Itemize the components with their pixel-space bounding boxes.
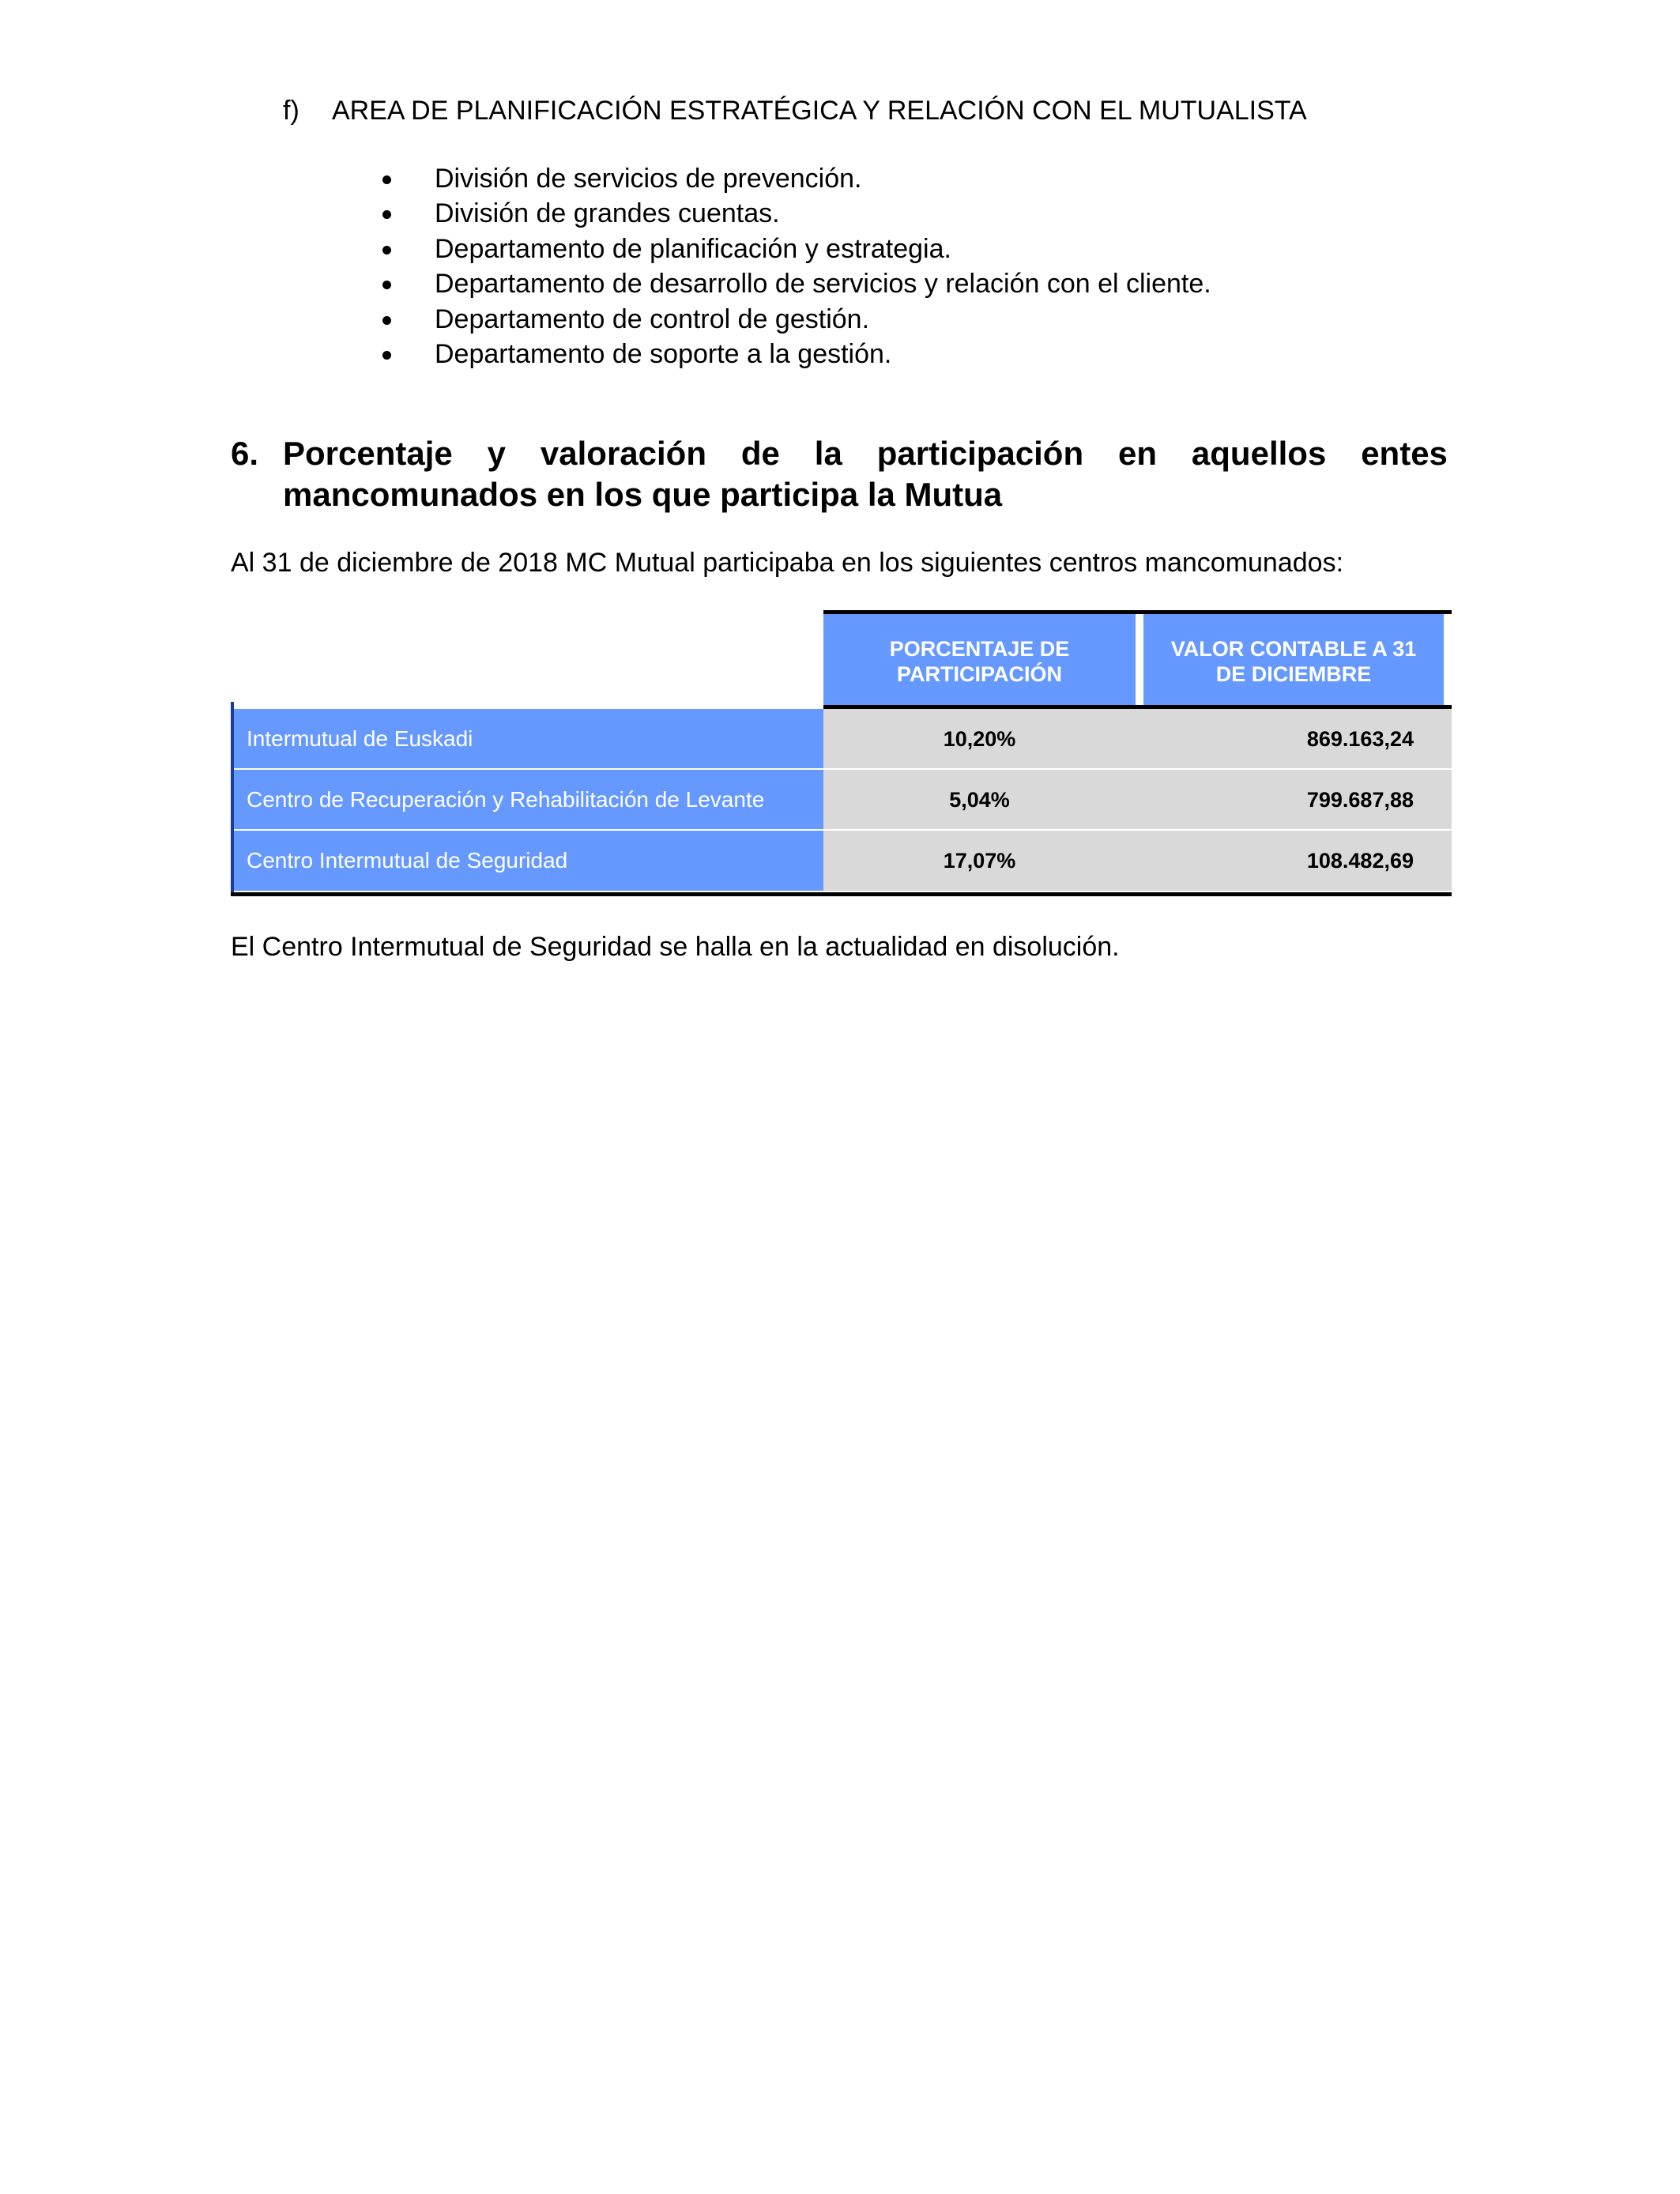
header-percentage-line1: PORCENTAJE DE bbox=[889, 637, 1070, 661]
bullet-icon bbox=[382, 175, 391, 184]
entity-name: Centro de Recuperación y Rehabilitación de Levante bbox=[231, 770, 823, 830]
entity-name: Centro Intermutual de Seguridad bbox=[231, 831, 823, 891]
heading-word: aquellos bbox=[1191, 435, 1327, 472]
heading-word: entes bbox=[1361, 435, 1448, 472]
participation-percentage: 10,20% bbox=[823, 709, 1136, 769]
list-item-text: Departamento de planificación y estrategia. bbox=[435, 233, 951, 264]
table-row bbox=[231, 831, 1452, 891]
list-item-text: División de servicios de prevención. bbox=[435, 164, 862, 194]
entity-name: Intermutual de Euskadi bbox=[231, 709, 823, 769]
bullet-icon bbox=[382, 351, 391, 360]
list-item bbox=[379, 266, 1211, 301]
table-left-rule bbox=[231, 702, 234, 896]
header-value bbox=[1143, 614, 1444, 709]
header-value-line1: VALOR CONTABLE A 31 bbox=[1170, 637, 1417, 661]
book-value: 869.163,24 bbox=[1136, 709, 1452, 769]
participation-percentage: 17,07% bbox=[823, 831, 1136, 891]
list-item bbox=[379, 337, 1211, 371]
section-f-heading bbox=[283, 93, 1307, 128]
table-row bbox=[231, 770, 1452, 830]
heading-word: la bbox=[814, 435, 842, 472]
bullet-icon bbox=[382, 281, 391, 289]
section-6-number: 6. bbox=[231, 435, 259, 472]
heading-word: valoración bbox=[540, 435, 706, 472]
header-value-line2: DE DICIEMBRE bbox=[1215, 662, 1372, 686]
header-divider bbox=[1444, 614, 1452, 709]
list-item bbox=[379, 161, 1211, 196]
table-row bbox=[231, 709, 1452, 769]
department-list bbox=[379, 161, 1211, 371]
bullet-icon bbox=[382, 246, 391, 254]
list-item-text: Departamento de desarrollo de servicios y relación con el cliente. bbox=[435, 269, 1211, 300]
list-item-text: Departamento de soporte a la gestión. bbox=[435, 339, 892, 370]
heading-word: Porcentaje bbox=[283, 435, 453, 472]
bullet-icon bbox=[382, 316, 391, 325]
list-item bbox=[379, 232, 1211, 266]
list-item bbox=[379, 196, 1211, 231]
book-value: 799.687,88 bbox=[1136, 770, 1452, 830]
list-item-text: Departamento de control de gestión. bbox=[435, 303, 870, 334]
section-6-heading-line1 bbox=[283, 433, 1448, 474]
bullet-icon bbox=[382, 210, 391, 219]
heading-word: de bbox=[740, 435, 780, 472]
section-f-marker: f) bbox=[283, 96, 299, 126]
list-item-text: División de grandes cuentas. bbox=[435, 198, 780, 229]
heading-word: participación bbox=[876, 435, 1084, 472]
heading-word: y bbox=[487, 435, 507, 472]
list-item bbox=[379, 302, 1211, 337]
section-6-heading-line2: mancomunados en los que participa la Mutua bbox=[283, 476, 1003, 513]
section-f-title: AREA DE PLANIFICACIÓN ESTRATÉGICA Y RELACIÓN CON EL MUTUALISTA bbox=[332, 96, 1307, 126]
participation-percentage: 5,04% bbox=[823, 770, 1136, 830]
header-divider bbox=[1136, 614, 1143, 709]
header-percentage bbox=[823, 614, 1136, 709]
table-bottom-rule bbox=[231, 892, 1452, 896]
closing-paragraph: El Centro Intermutual de Seguridad se halla en la actualidad en disolución. bbox=[231, 932, 1120, 962]
book-value: 108.482,69 bbox=[1136, 831, 1452, 891]
header-percentage-line2: PARTICIPACIÓN bbox=[896, 662, 1062, 686]
intro-paragraph: Al 31 de diciembre de 2018 MC Mutual participaba en los siguientes centros mancomunados: bbox=[231, 548, 1344, 578]
heading-word: en bbox=[1118, 435, 1158, 472]
participation-table bbox=[231, 610, 1452, 896]
